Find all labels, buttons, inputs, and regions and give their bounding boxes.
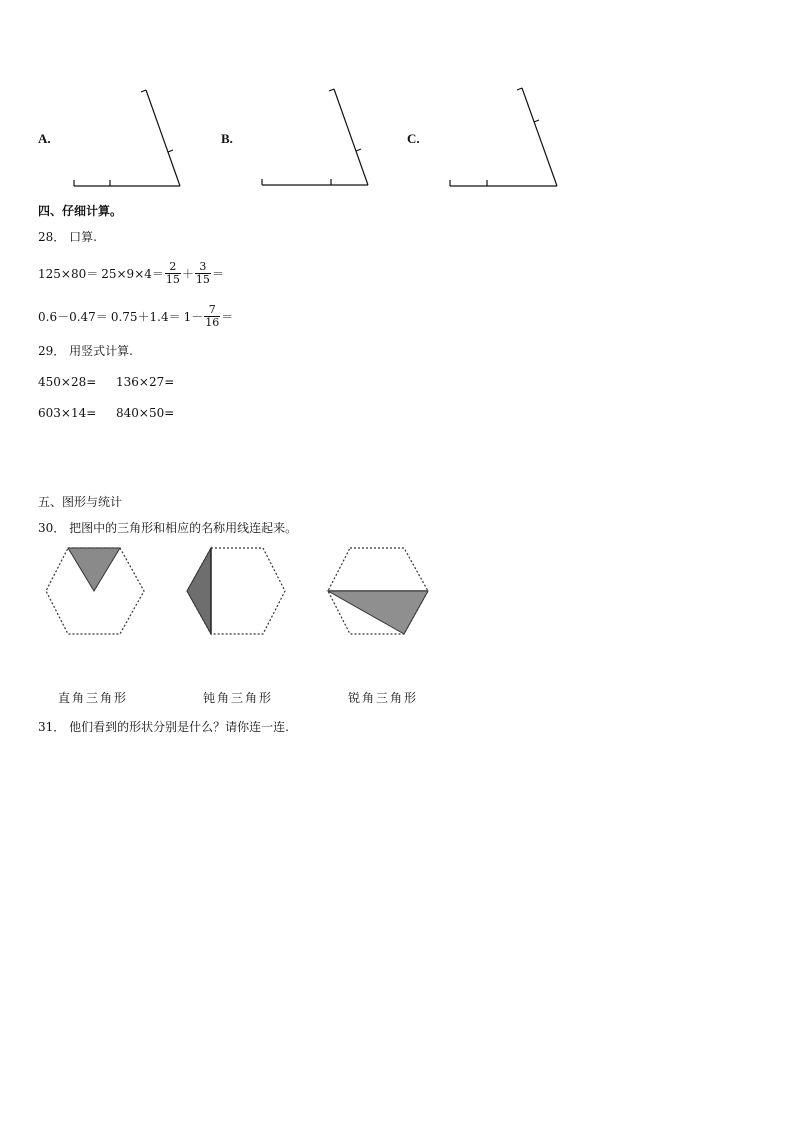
equals-sign: ＝	[221, 309, 234, 324]
option-label-b: B.	[221, 131, 233, 146]
label-acute-triangle: 锐角三角形	[348, 691, 419, 705]
q29-item-4: 840×50=	[116, 406, 175, 420]
q30-title: 30． 把图中的三角形和相应的名称用线连起来。	[38, 521, 298, 535]
section5-heading: 五、图形与统计	[38, 495, 123, 509]
q29-item-3: 603×14=	[38, 406, 97, 420]
q29-title: 29． 用竖式计算.	[38, 344, 133, 358]
fraction-2-15: $\frac{2}{15}$	[165, 259, 180, 286]
q28-row1	[38, 258, 224, 288]
angle-figure-c	[446, 85, 566, 195]
equals-sign: ＝	[211, 266, 224, 281]
fraction-7-16: $\frac{7}{16}$	[205, 302, 220, 329]
q28-row2	[38, 301, 233, 331]
option-label-a: A.	[38, 131, 51, 146]
hexagon-figure-1	[44, 546, 148, 636]
label-right-triangle: 直角三角形	[58, 691, 129, 705]
q28-expr-3: 0.6－0.47＝	[38, 309, 108, 324]
q31-title: 31． 他们看到的形状分别是什么？请你连一连.	[38, 720, 289, 734]
q29-item-1: 450×28=	[38, 375, 97, 389]
q28-expr-4: 0.75＋1.4＝	[110, 309, 181, 324]
plus-sign: ＋	[181, 266, 194, 281]
option-label-c: C.	[407, 131, 420, 146]
q28-title: 28． 口算.	[38, 230, 97, 244]
q29-item-2: 136×27=	[116, 375, 175, 389]
q28-expr-5-prefix: 1－	[183, 309, 204, 324]
q28-expr-1: 125×80＝	[38, 266, 99, 281]
hexagon-figure-2	[185, 546, 289, 636]
angle-figure-b	[258, 85, 378, 195]
angle-figure-a	[70, 85, 190, 195]
q28-expr-2: 25×9×4＝	[101, 266, 164, 281]
label-obtuse-triangle: 钝角三角形	[203, 691, 274, 705]
section4-heading: 四、仔细计算。	[38, 204, 123, 218]
hexagon-figure-3	[326, 546, 430, 636]
fraction-3-15: $\frac{3}{15}$	[195, 259, 210, 286]
